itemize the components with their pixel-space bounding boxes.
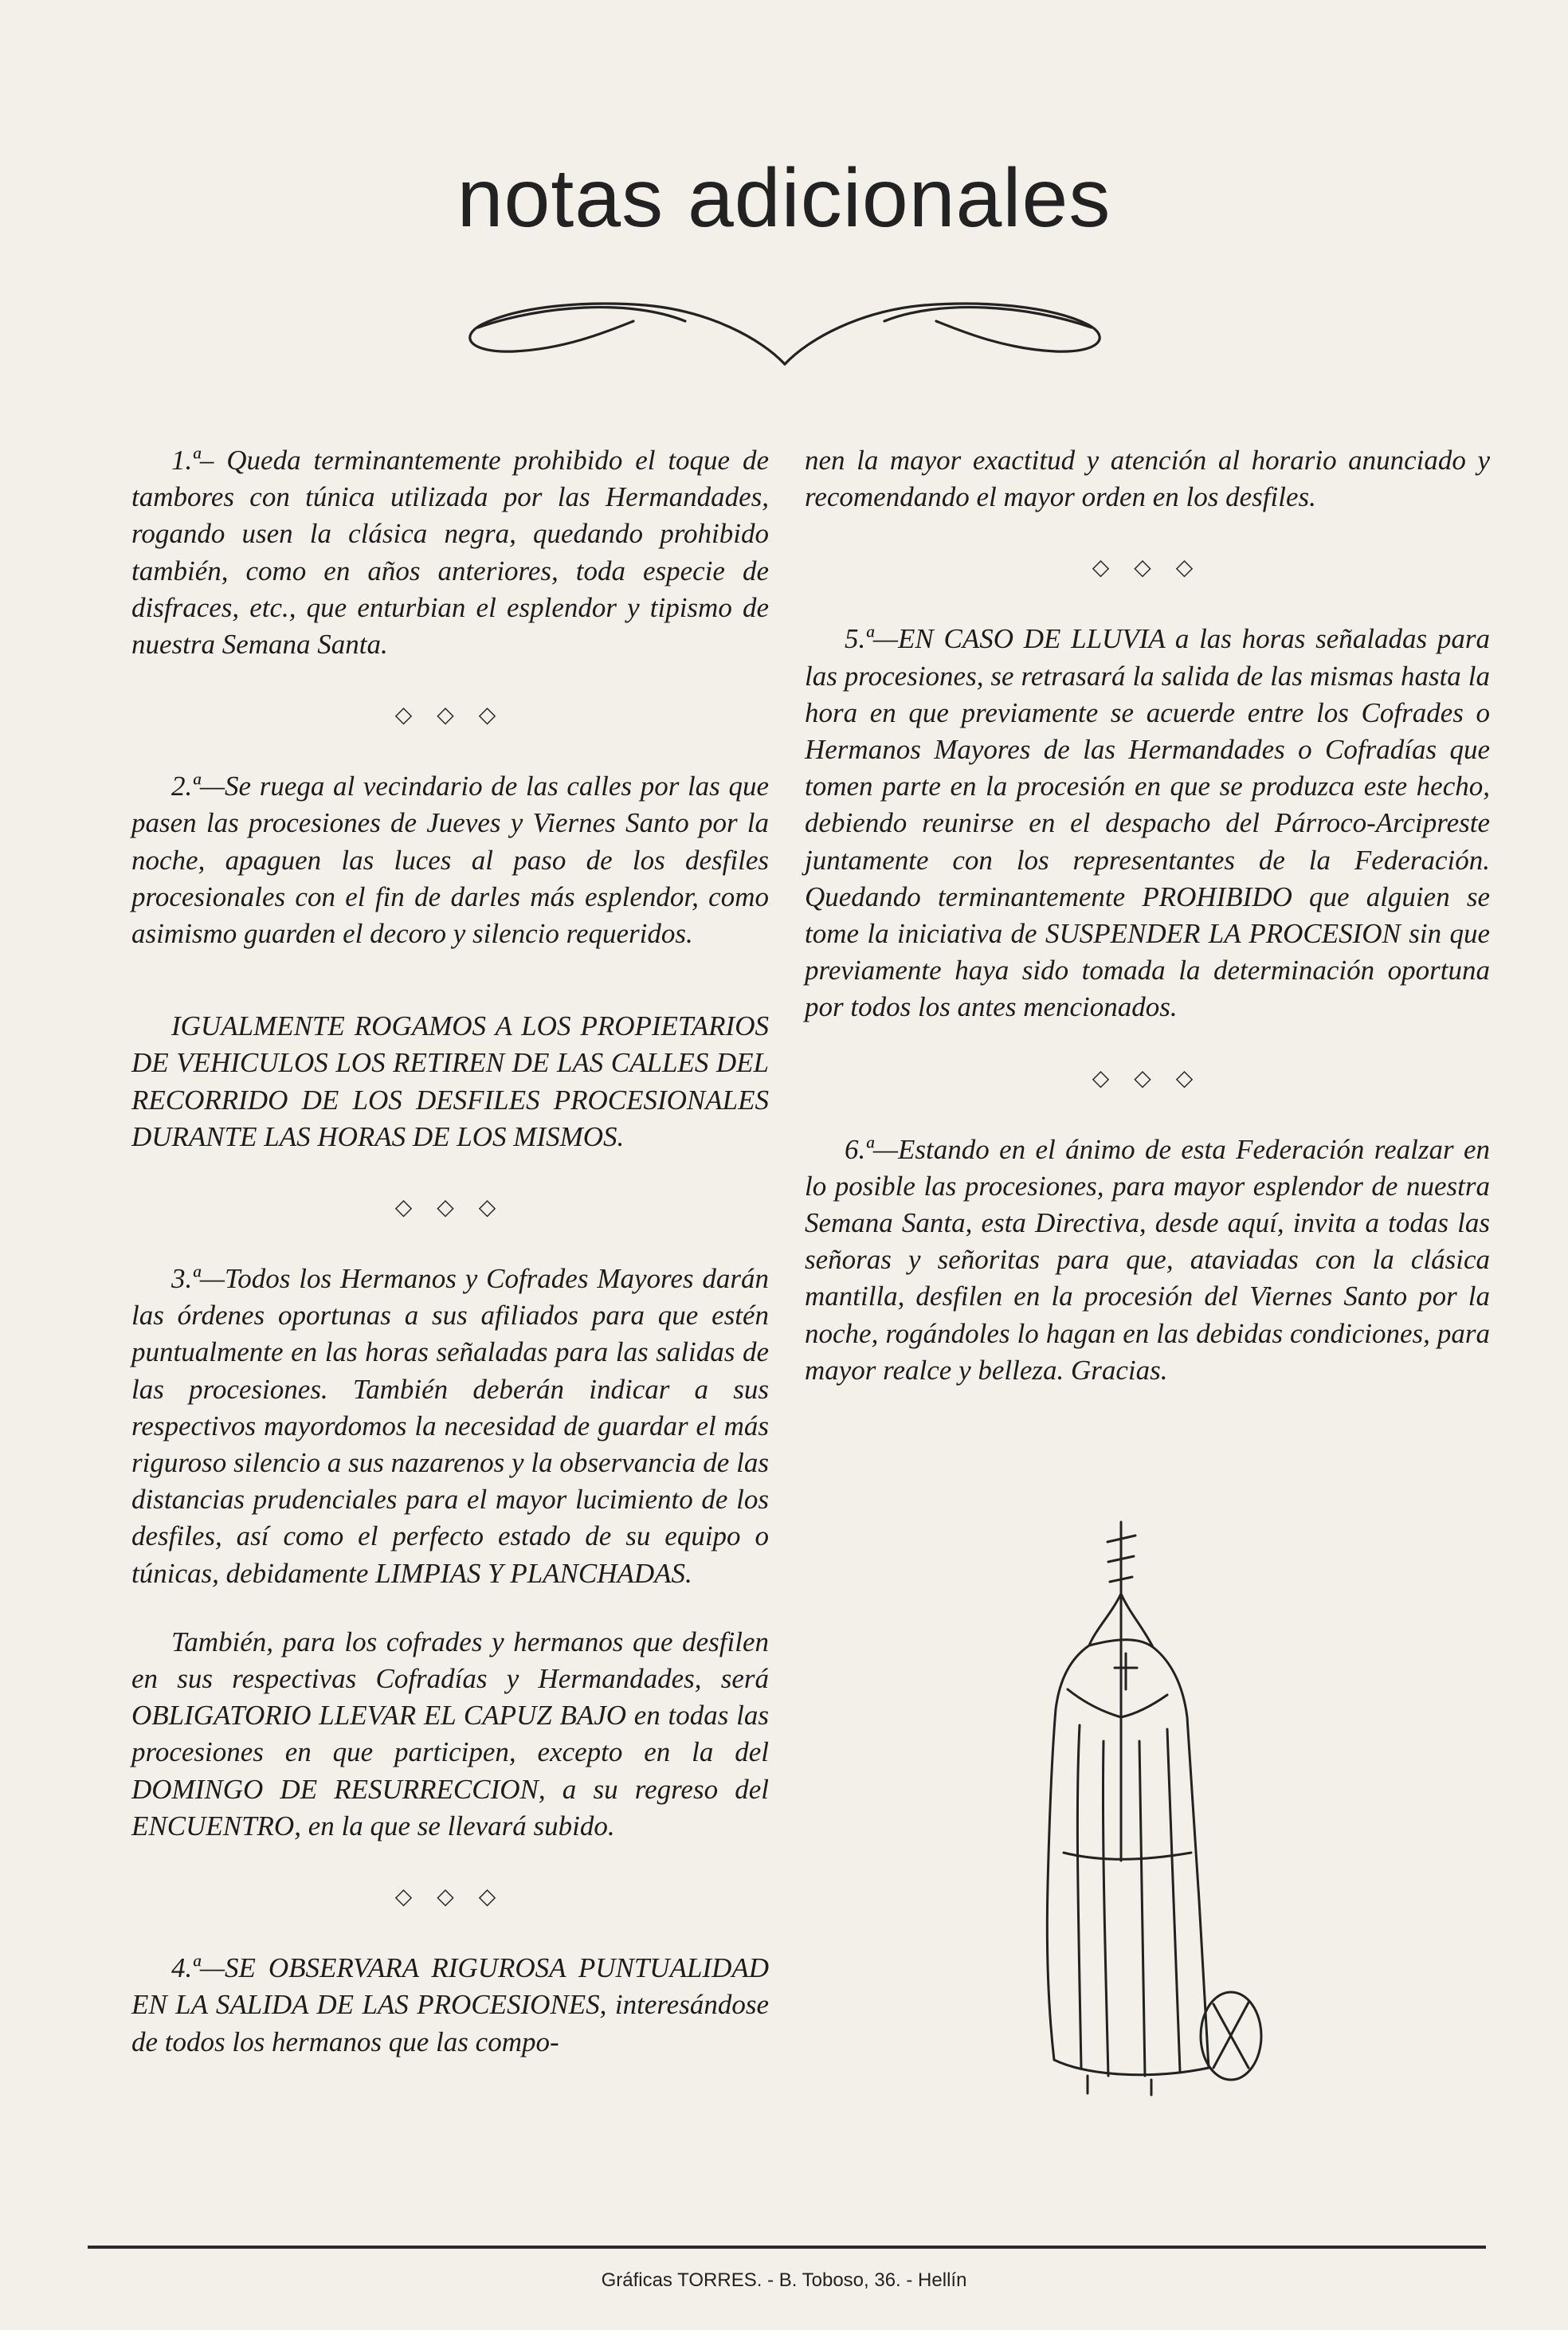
note-2: 2.ª—Se ruega al vecindario de las calles por las que pasen las procesiones de Jueves y Viernes Santo por la noche, apaguen las luces al paso de los desfiles procesionales con el fin de darles más esplendor, como asimismo guarden el decoro y silencio requeridos. <box>131 771 769 950</box>
note-6: 6.ª—Estando en el ánimo de esta Federación realzar en lo posible las procesiones, para mayor esplendor de nuestra Semana Santa, esta Directiva, desde aquí, invita a todas las señoras y señoritas para que, ataviadas con la clásica mantilla, desfilen en la procesión del Viernes Santo por la noche, rogándoles lo hagan en las debidas condiciones, para mayor realce y belleza. Gracias. <box>805 1133 1490 1386</box>
footer-rule <box>88 2246 1486 2249</box>
note-3-capuz: También, para los cofrades y hermanos que desfilen en sus respectivas Cofradías y Hermandades, será OBLIGATORIO LLEVAR EL CAPUZ BAJO en todas las procesiones en que participen, excepto en la del DOMINGO DE RESURRECCION, a su regreso del ENCUENTRO, en la que se llevará subido. <box>131 1626 769 1842</box>
note-3: 3.ª—Todos los Hermanos y Cofrades Mayores darán las órdenes oportunas a sus afiliados para que estén puntualmente en las horas señaladas para las salidas de las procesiones. También deberán indicar a sus respectivos mayordomos la necesidad de guardar el más riguroso silencio a sus nazarenos y la observancia de las distancias prudenciales para el mayor lucimiento de los desfiles, así como el perfecto estado de su equipo o túnicas, debidamente LIMPIAS Y PLANCHADAS. <box>131 1263 769 1589</box>
diamond-separator: ◇ ◇ ◇ <box>394 1195 506 1221</box>
note-2-vehicles: IGUALMENTE ROGAMOS A LOS PROPIETARIOS DE VEHICULOS LOS RETIREN DE LAS CALLES DEL RECORRIDO DE LOS DESFILES PROCESIONALES DURANTE LAS HORAS DE LOS MISMOS. <box>131 1010 769 1152</box>
note-1: 1.ª– Queda terminantemente prohibido el toque de tambores con túnica utilizada por las Hermandades, rogando usen la clásica negra, quedando prohibido también, como en años anteriores, toda especie de disfraces, etc., que enturbian el esplendor y tipismo de nuestra Semana Santa. <box>131 445 769 661</box>
diamond-separator: ◇ ◇ ◇ <box>394 703 506 728</box>
note-4-continued: nen la mayor exactitud y atención al horario anunciado y recomendando el mayor orden en los desfiles. <box>805 445 1490 513</box>
left-column <box>131 442 769 2061</box>
nazareno-illustration <box>1032 1518 1271 2100</box>
note-5: 5.ª—EN CASO DE LLUVIA a las horas señaladas para las procesiones, se retrasará la salida de las mismas hasta la hora en que previamente se acuerde entre los Cofrades o Hermanos Mayores de las Hermandades o Cofradías que tomen parte en la procesión en que se produzca este hecho, debiendo reunirse en el despacho del Párroco-Arcipreste juntamente con los representantes de la Federación. Quedando terminantemente PROHIBIDO que alguien se tome la iniciativa de SUSPENDER LA PROCESION sin que previamente haya sido tomada la determinación oportuna por todos los antes mencionados. <box>805 623 1490 1023</box>
diamond-separator: ◇ ◇ ◇ <box>1092 1065 1203 1091</box>
diamond-separator: ◇ ◇ ◇ <box>1092 555 1203 581</box>
page-title: notas adicionales <box>457 152 1111 245</box>
right-column <box>805 442 1490 1389</box>
printer-footer: Gráficas TORRES. - B. Toboso, 36. - Hellín <box>601 2269 967 2291</box>
decorative-flourish <box>446 275 1123 371</box>
diamond-separator: ◇ ◇ ◇ <box>394 1885 506 1910</box>
note-4: 4.ª—SE OBSERVARA RIGUROSA PUNTUALIDAD EN LA SALIDA DE LAS PROCESIONES, interesándose de todos los hermanos que las compo- <box>131 1952 769 2057</box>
